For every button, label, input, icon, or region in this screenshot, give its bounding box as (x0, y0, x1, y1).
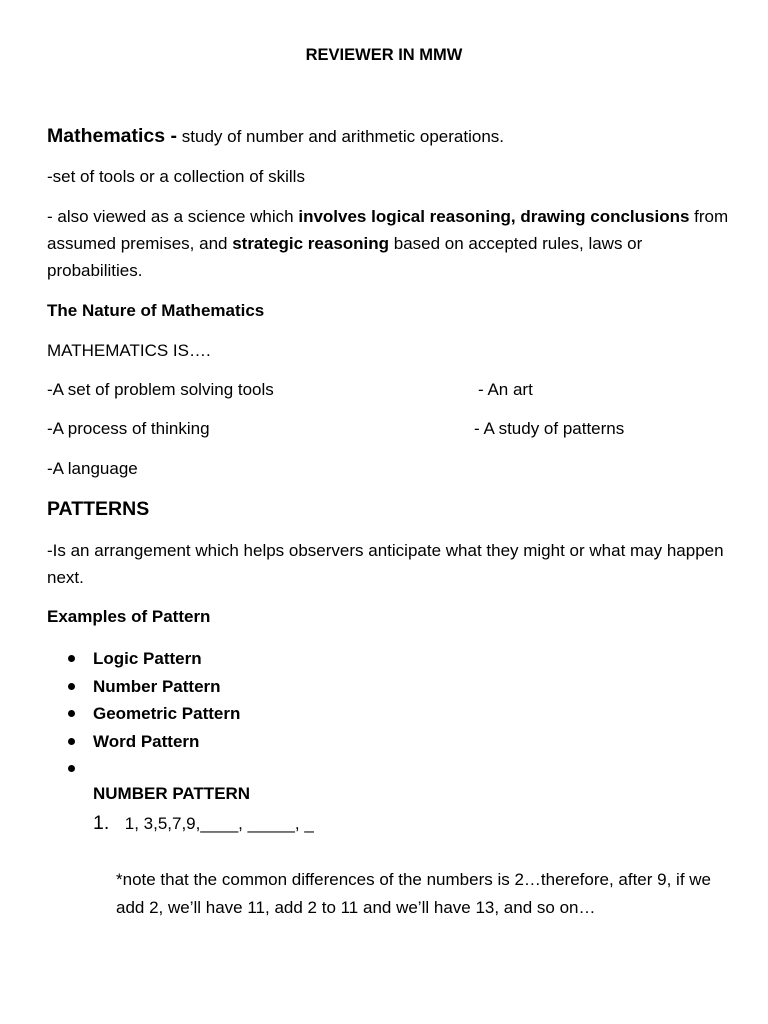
note-paragraph: *note that the common differences of the numbers is 2…therefore, after 9, if we add 2, we’ll have 11, add 2 to 11 and we’ll have 13, and so on… (116, 870, 711, 917)
patterns-definition: -Is an arrangement which helps observers anticipate what they might or what may happen next. (47, 541, 724, 587)
numbered-marker: 1. (93, 812, 110, 834)
number-sequence: 1, 3,5,7,9,____, _____, _ (124, 814, 314, 833)
math-definition (47, 123, 737, 150)
list-item (62, 755, 462, 783)
science-text-2: from assumed premises, and (47, 207, 729, 253)
nature-heading: The Nature of Mathematics (47, 301, 265, 320)
list-item: Word Pattern (62, 728, 462, 756)
numbered-item (93, 810, 314, 837)
list-item: Geometric Pattern (62, 700, 462, 728)
science-bold-1: involves logical reasoning, drawing conclusions (298, 207, 690, 226)
left-item-thinking: -A process of thinking (47, 419, 210, 438)
right-item-patterns: - A study of patterns (474, 419, 625, 438)
math-term: Mathematics - (47, 125, 178, 147)
left-item-language: -A language (47, 459, 138, 478)
examples-heading: Examples of Pattern (47, 607, 211, 626)
document-title: REVIEWER IN MMW (305, 46, 463, 64)
bullet-icon (68, 683, 75, 690)
number-pattern-heading: NUMBER PATTERN (93, 784, 251, 803)
bullet-icon (68, 655, 75, 662)
list-item: Logic Pattern (62, 645, 462, 673)
bullet-icon (68, 765, 75, 772)
list-item: Number Pattern (62, 673, 462, 701)
tools-line: -set of tools or a collection of skills (47, 167, 305, 186)
bullet-icon (68, 710, 75, 717)
math-is-label: MATHEMATICS IS…. (47, 341, 211, 360)
pattern-bullet-list (62, 645, 462, 783)
left-item-tools: -A set of problem solving tools (47, 380, 274, 399)
right-item-art: - An art (478, 380, 533, 399)
patterns-heading: PATTERNS (47, 498, 150, 520)
science-bold-2: strategic reasoning (232, 234, 390, 253)
math-def-text: study of number and arithmetic operations. (177, 127, 504, 146)
bullet-icon (68, 738, 75, 745)
science-text-1: - also viewed as a science which (47, 207, 299, 226)
science-paragraph (47, 203, 737, 284)
science-text-3: based on accepted rules, laws or probabilities. (47, 234, 643, 280)
